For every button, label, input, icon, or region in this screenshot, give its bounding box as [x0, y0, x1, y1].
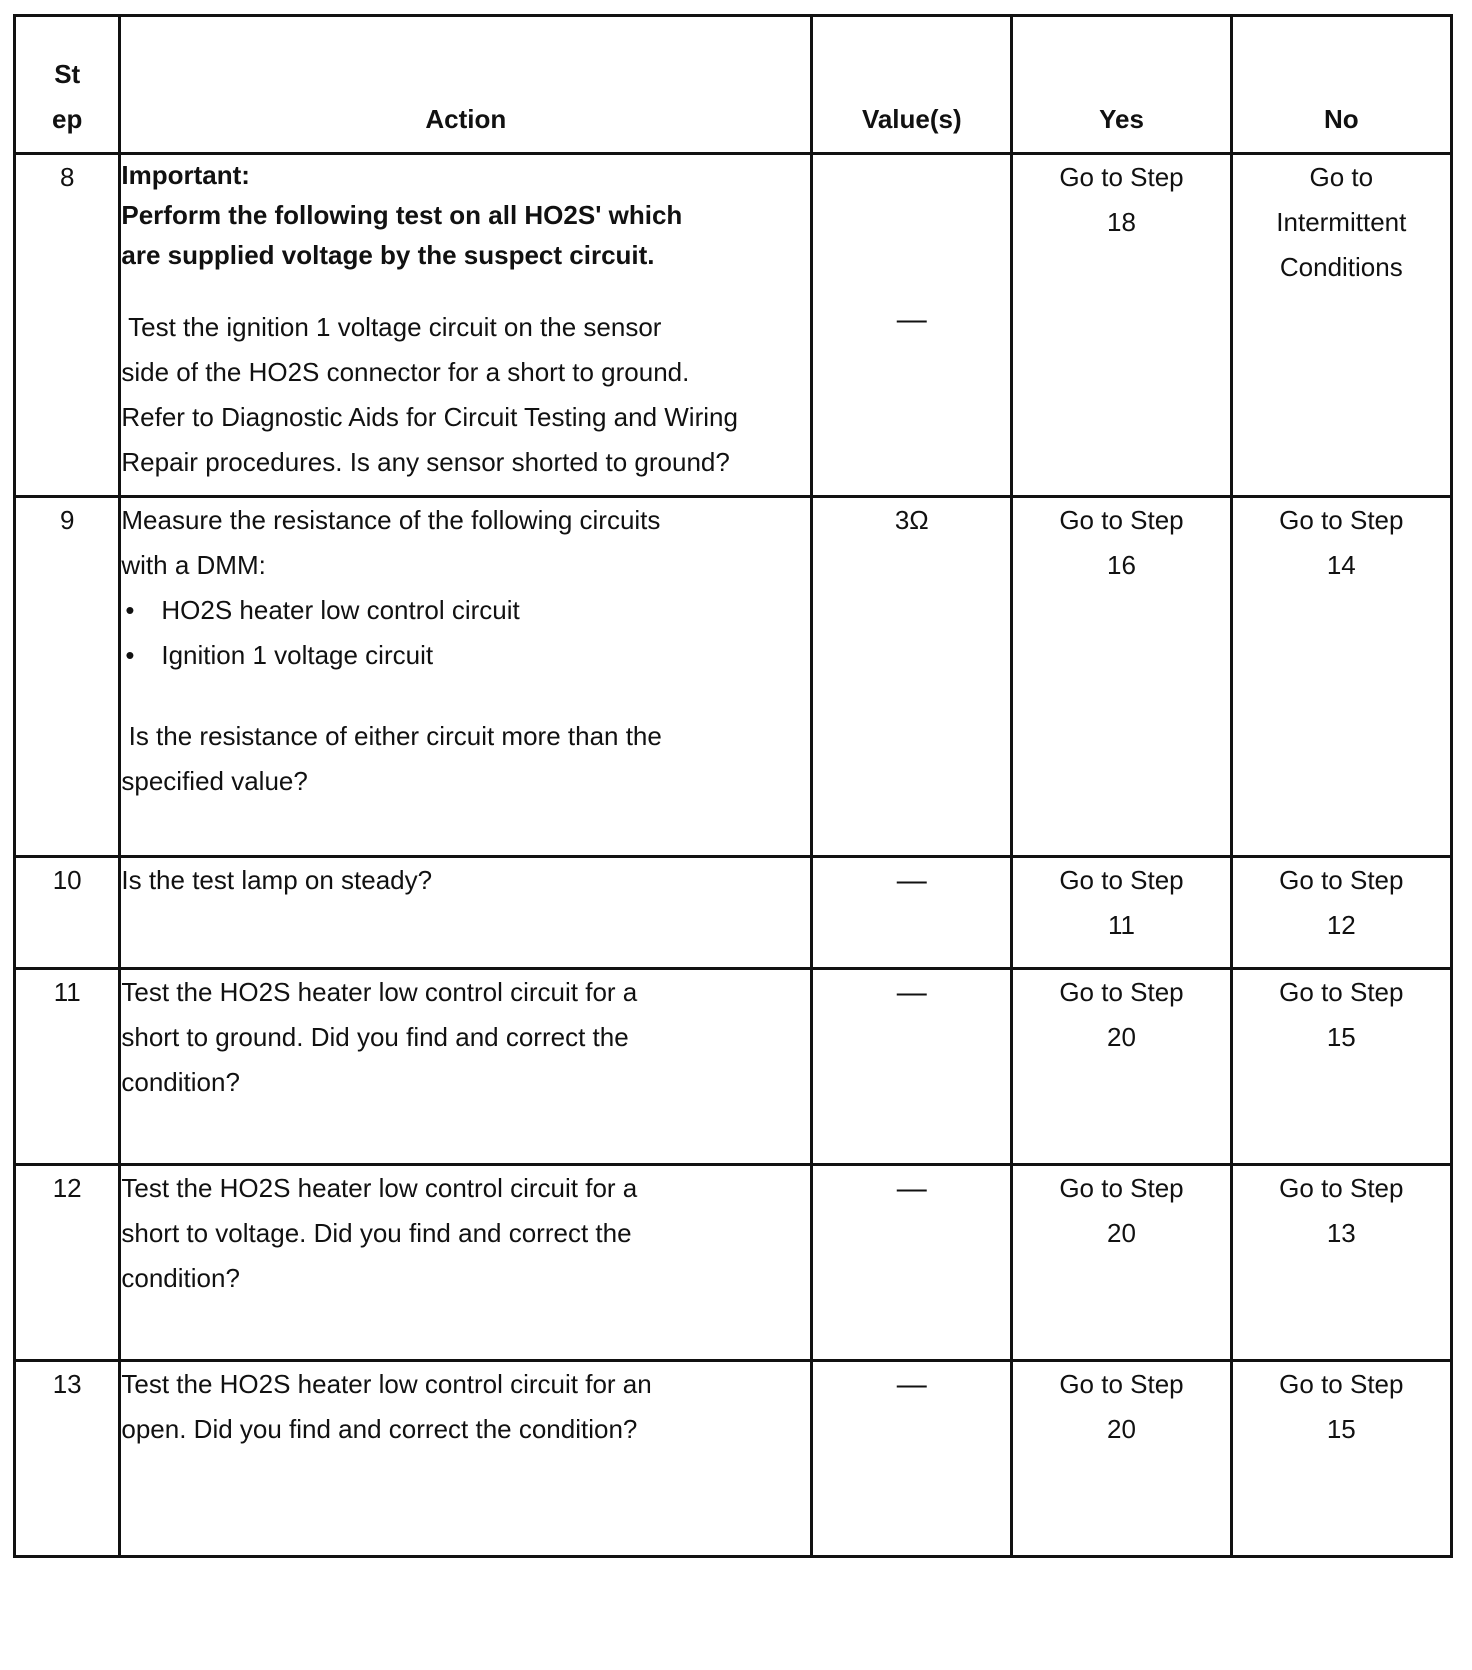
action-text: Is the test lamp on steady? [121, 865, 433, 895]
important-text: are supplied voltage by the suspect circuit. [121, 240, 655, 270]
step-number: 9 [15, 497, 120, 857]
action-text: Test the HO2S heater low control circuit for an [121, 1369, 652, 1399]
action-text: Test the ignition 1 voltage circuit on the sensor [121, 312, 662, 342]
header-action: Action [120, 16, 812, 154]
no-cell: Go to Step 13 [1231, 1165, 1451, 1361]
value-cell: — [812, 1361, 1012, 1557]
no-cell: Go to Step 12 [1231, 857, 1451, 969]
action-text: Repair procedures. Is any sensor shorted to ground? [121, 447, 730, 477]
table-row [15, 1361, 1452, 1557]
action-cell [120, 1361, 812, 1557]
header-yes: Yes [1012, 16, 1231, 154]
action-text: side of the HO2S connector for a short to ground. [121, 357, 690, 387]
diagnostic-table [13, 14, 1453, 1558]
no-cell: Go to Step 14 [1231, 497, 1451, 857]
table-row [15, 857, 1452, 969]
action-text: Measure the resistance of the following circuits [121, 505, 661, 535]
value-cell: — [812, 857, 1012, 969]
yes-cell: Go to Step 11 [1012, 857, 1231, 969]
header-no: No [1231, 16, 1451, 154]
action-text: with a DMM: [121, 550, 266, 580]
action-text: Refer to Diagnostic Aids for Circuit Testing and Wiring [121, 402, 738, 432]
action-text: Test the HO2S heater low control circuit for a [121, 977, 638, 1007]
step-number: 10 [15, 857, 120, 969]
value-cell: — [812, 969, 1012, 1165]
table-row [15, 969, 1452, 1165]
step-number: 12 [15, 1165, 120, 1361]
action-text: short to ground. Did you find and correct the [121, 1022, 629, 1052]
action-text: open. Did you find and correct the condition? [121, 1414, 638, 1444]
action-cell [120, 969, 812, 1165]
yes-cell: Go to Step 20 [1012, 1361, 1231, 1557]
yes-cell: Go to Step 16 [1012, 497, 1231, 857]
list-item: • Ignition 1 voltage circuit [121, 633, 810, 678]
no-cell: Go to Step 15 [1231, 1361, 1451, 1557]
action-cell [120, 1165, 812, 1361]
list-item: • HO2S heater low control circuit [121, 588, 810, 633]
bullet-list [121, 588, 810, 678]
value-cell: — [812, 1165, 1012, 1361]
value-cell: 3Ω [812, 497, 1012, 857]
action-text: Test the HO2S heater low control circuit for a [121, 1173, 638, 1203]
action-text: condition? [121, 1263, 240, 1293]
no-cell: Go to Intermittent Conditions [1231, 154, 1451, 497]
step-number: 8 [15, 154, 120, 497]
important-text: Perform the following test on all HO2S' which [121, 200, 683, 230]
step-number: 13 [15, 1361, 120, 1557]
table-row [15, 497, 1452, 857]
action-text: Is the resistance of either circuit more than the [121, 721, 662, 751]
value-cell: — [812, 154, 1012, 497]
action-text: specified value? [121, 766, 308, 796]
yes-cell: Go to Step 20 [1012, 969, 1231, 1165]
yes-cell: Go to Step 20 [1012, 1165, 1231, 1361]
step-number: 11 [15, 969, 120, 1165]
action-text: condition? [121, 1067, 240, 1097]
yes-cell: Go to Step 18 [1012, 154, 1231, 497]
action-cell [120, 497, 812, 857]
action-cell [120, 154, 812, 497]
important-label: Important: [121, 160, 250, 190]
header-row [15, 16, 1452, 154]
action-cell [120, 857, 812, 969]
header-step: St ep [15, 16, 120, 154]
action-text: short to voltage. Did you find and correct the [121, 1218, 632, 1248]
header-values: Value(s) [812, 16, 1012, 154]
table-row [15, 1165, 1452, 1361]
no-cell: Go to Step 15 [1231, 969, 1451, 1165]
table-row [15, 154, 1452, 497]
